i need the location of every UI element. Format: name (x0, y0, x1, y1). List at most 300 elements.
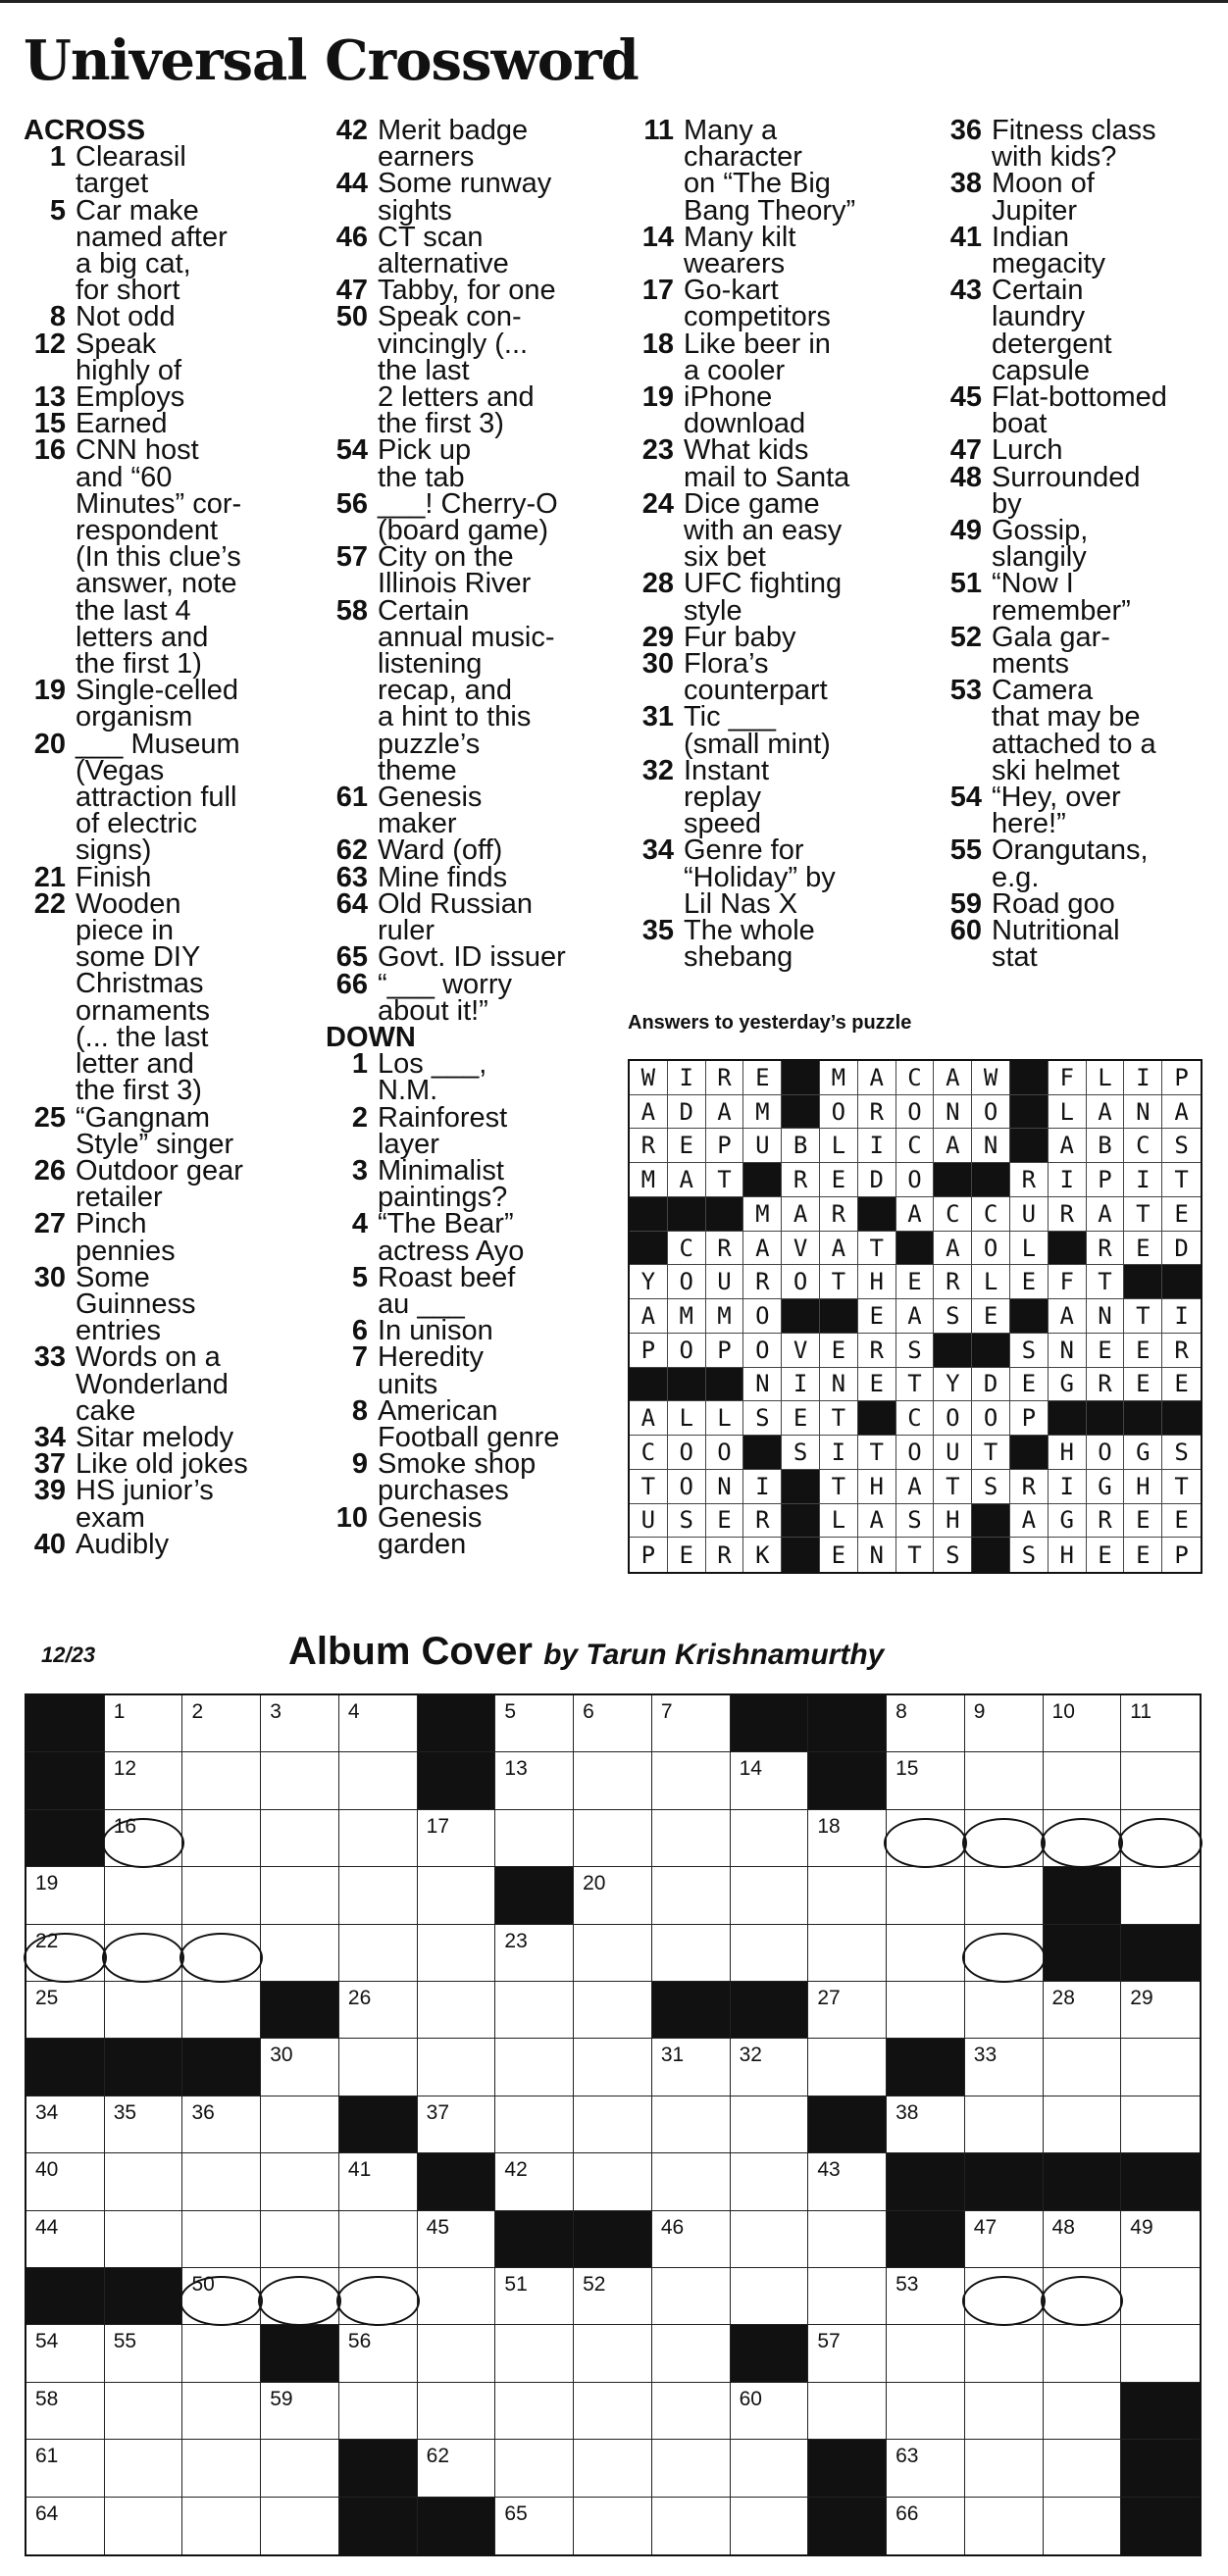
answer-black-cell (972, 1538, 1010, 1572)
grid-cell[interactable] (261, 2498, 339, 2554)
grid-cell[interactable] (339, 2325, 418, 2382)
grid-cell[interactable] (965, 2211, 1044, 2268)
grid-cell[interactable] (495, 2268, 574, 2325)
grid-cell[interactable] (574, 1925, 652, 1982)
grid-cell[interactable] (1121, 2211, 1200, 2268)
answers-grid (628, 1059, 1202, 1574)
grid-number: 42 (504, 2158, 528, 2182)
grid-cell[interactable] (652, 1695, 731, 1752)
grid-cell[interactable] (1121, 1867, 1200, 1924)
grid-cell[interactable] (731, 2268, 809, 2325)
grid-cell[interactable] (182, 2383, 261, 2440)
answer-cell: S (1010, 1334, 1049, 1368)
answer-cell: E (1087, 1538, 1125, 1572)
grid-cell[interactable] (808, 1867, 887, 1924)
grid-cell[interactable] (26, 2498, 105, 2554)
grid-cell[interactable] (182, 1752, 261, 1809)
grid-cell[interactable] (808, 2268, 887, 2325)
grid-cell[interactable] (418, 2440, 496, 2497)
grid-cell[interactable] (887, 2498, 965, 2554)
grid-cell[interactable] (1044, 1752, 1122, 1809)
answer-cell: A (934, 1232, 972, 1266)
grid-cell[interactable] (965, 1810, 1044, 1867)
clue-item (24, 1261, 318, 1347)
grid-cell[interactable] (339, 2268, 418, 2325)
grid-cell[interactable] (26, 2325, 105, 2382)
grid-cell[interactable] (182, 2153, 261, 2210)
grid-black-square (495, 2211, 574, 2268)
grid-cell[interactable] (887, 2383, 965, 2440)
grid-cell[interactable] (182, 2498, 261, 2554)
grid-cell[interactable] (105, 2211, 183, 2268)
clue-item (632, 568, 926, 627)
grid-cell[interactable] (182, 2211, 261, 2268)
grid-cell[interactable] (105, 2325, 183, 2382)
grid-cell[interactable] (261, 2153, 339, 2210)
grid-cell[interactable] (339, 2383, 418, 2440)
grid-number: 5 (504, 1700, 517, 1723)
grid-cell[interactable] (495, 1810, 574, 1867)
grid-cell[interactable] (652, 1867, 731, 1924)
grid-cell[interactable] (652, 2440, 731, 2497)
answer-cell: A (820, 1232, 858, 1266)
grid-cell[interactable] (105, 1752, 183, 1809)
grid-cell[interactable] (1044, 2039, 1122, 2096)
grid-cell[interactable] (652, 2268, 731, 2325)
grid-cell[interactable] (182, 1695, 261, 1752)
answer-cell: R (1049, 1197, 1087, 1232)
grid-cell[interactable] (105, 1925, 183, 1982)
clue-text: Ward (off) (378, 834, 503, 867)
clue-item (632, 915, 926, 974)
grid-black-square (26, 1752, 105, 1809)
answer-black-cell (1049, 1401, 1087, 1436)
clue-item (24, 1528, 318, 1560)
grid-cell[interactable] (574, 2325, 652, 2382)
clue-item (24, 1475, 318, 1534)
grid-cell[interactable] (965, 2498, 1044, 2554)
grid-cell[interactable] (182, 1925, 261, 1982)
answer-cell: O (972, 1232, 1010, 1266)
grid-cell[interactable] (652, 2096, 731, 2153)
grid-cell[interactable] (105, 2498, 183, 2554)
grid-cell[interactable] (965, 2096, 1044, 2153)
grid-cell[interactable] (574, 2096, 652, 2153)
grid-black-square (261, 1982, 339, 2039)
grid-cell[interactable] (1044, 2440, 1122, 2497)
clue-text: Many a character on “The Big Bang Theory” (684, 115, 856, 227)
grid-cell[interactable] (887, 2268, 965, 2325)
clue-number: 61 (335, 782, 368, 814)
answer-black-cell (1049, 1232, 1087, 1266)
answer-cell: R (782, 1163, 820, 1197)
grid-cell[interactable] (965, 2268, 1044, 2325)
grid-cell[interactable] (808, 1982, 887, 2039)
grid-cell[interactable] (1044, 1810, 1122, 1867)
grid-cell[interactable] (1121, 2096, 1200, 2153)
grid-cell[interactable] (339, 1925, 418, 1982)
clue-number: 45 (949, 381, 982, 414)
grid-cell[interactable] (105, 1810, 183, 1867)
answer-black-cell (630, 1197, 668, 1232)
answer-cell: R (706, 1061, 744, 1095)
grid-number: 60 (739, 2387, 762, 2410)
grid-number: 59 (270, 2387, 293, 2410)
grid-number: 12 (113, 1757, 137, 1781)
grid-cell[interactable] (418, 1810, 496, 1867)
grid-cell[interactable] (965, 2325, 1044, 2382)
grid-number: 54 (35, 2330, 59, 2353)
grid-cell[interactable] (495, 2096, 574, 2153)
grid-cell[interactable] (261, 1810, 339, 1867)
answer-cell: O (668, 1470, 706, 1504)
grid-cell[interactable] (574, 2268, 652, 2325)
clue-item (940, 461, 1228, 520)
grid-number: 28 (1051, 1987, 1075, 2009)
answer-cell: S (1162, 1129, 1201, 1163)
grid-cell[interactable] (339, 2211, 418, 2268)
grid-cell[interactable] (105, 2440, 183, 2497)
answer-cell: T (896, 1368, 935, 1402)
clue-text: Genesis maker (378, 782, 483, 840)
grid-cell[interactable] (105, 2096, 183, 2153)
grid-cell[interactable] (418, 2039, 496, 2096)
answer-cell: E (1162, 1368, 1201, 1402)
grid-cell[interactable] (574, 2383, 652, 2440)
grid-black-square (652, 1982, 731, 2039)
grid-cell[interactable] (1121, 2268, 1200, 2325)
grid-cell[interactable] (1121, 1982, 1200, 2039)
grid-cell[interactable] (887, 1695, 965, 1752)
grid-black-square (808, 1695, 887, 1752)
grid-cell[interactable] (731, 1752, 809, 1809)
grid-cell[interactable] (495, 2383, 574, 2440)
grid-cell[interactable] (261, 1752, 339, 1809)
grid-cell[interactable] (1044, 1695, 1122, 1752)
clue-text: Flat-bottomed boat (992, 381, 1167, 440)
grid-cell[interactable] (574, 2498, 652, 2554)
grid-cell[interactable] (731, 2211, 809, 2268)
grid-number: 8 (895, 1700, 907, 1723)
clue-text: Finish (76, 861, 152, 893)
grid-black-square (26, 1810, 105, 1867)
grid-cell[interactable] (182, 1982, 261, 2039)
grid-cell[interactable] (574, 1695, 652, 1752)
grid-cell[interactable] (887, 1867, 965, 1924)
grid-cell[interactable] (1044, 1982, 1122, 2039)
answer-cell: N (706, 1470, 744, 1504)
grid-cell[interactable] (418, 2211, 496, 2268)
grid-cell[interactable] (418, 2325, 496, 2382)
grid-cell[interactable] (261, 2039, 339, 2096)
grid-black-square (808, 2096, 887, 2153)
answer-cell: R (1162, 1334, 1201, 1368)
grid-cell[interactable] (418, 1867, 496, 1924)
grid-cell[interactable] (965, 1925, 1044, 1982)
grid-cell[interactable] (965, 1752, 1044, 1809)
clue-text: Rainforest layer (378, 1101, 508, 1160)
grid-cell[interactable] (574, 1867, 652, 1924)
answer-black-cell (1010, 1095, 1049, 1130)
grid-cell[interactable] (887, 2096, 965, 2153)
clue-number: 46 (335, 221, 368, 253)
grid-cell[interactable] (26, 2096, 105, 2153)
answer-cell: M (820, 1061, 858, 1095)
answer-cell: N (1087, 1299, 1125, 1334)
grid-number: 43 (817, 2158, 841, 2182)
grid-cell[interactable] (731, 1925, 809, 1982)
grid-cell[interactable] (965, 2440, 1044, 2497)
grid-cell[interactable] (731, 2440, 809, 2497)
grid-cell[interactable] (887, 1925, 965, 1982)
grid-cell[interactable] (182, 2440, 261, 2497)
grid-cell[interactable] (261, 2096, 339, 2153)
grid-cell[interactable] (731, 1867, 809, 1924)
grid-cell[interactable] (182, 1867, 261, 1924)
grid-cell[interactable] (808, 2383, 887, 2440)
grid-cell[interactable] (574, 1810, 652, 1867)
grid-cell[interactable] (105, 1982, 183, 2039)
answer-cell: U (630, 1504, 668, 1539)
grid-cell[interactable] (261, 2383, 339, 2440)
grid-cell[interactable] (808, 1810, 887, 1867)
puzzle-title-line (288, 1630, 884, 1674)
grid-cell[interactable] (495, 1925, 574, 1982)
clue-item (632, 487, 926, 574)
grid-cell[interactable] (26, 2383, 105, 2440)
grid-cell[interactable] (808, 2211, 887, 2268)
clue-item (940, 782, 1228, 840)
answer-cell: R (858, 1334, 896, 1368)
grid-cell[interactable] (965, 2039, 1044, 2096)
clue-item (24, 434, 318, 681)
grid-cell[interactable] (495, 2440, 574, 2497)
grid-cell[interactable] (339, 1810, 418, 1867)
grid-cell[interactable] (26, 2440, 105, 2497)
grid-cell[interactable] (418, 1982, 496, 2039)
grid-cell[interactable] (574, 1982, 652, 2039)
grid-cell[interactable] (731, 2383, 809, 2440)
grid-cell[interactable] (652, 2383, 731, 2440)
grid-number: 13 (504, 1757, 528, 1781)
grid-cell[interactable] (495, 1752, 574, 1809)
grid-cell[interactable] (418, 1925, 496, 1982)
grid-cell[interactable] (731, 2039, 809, 2096)
grid-cell[interactable] (652, 2039, 731, 2096)
grid-cell[interactable] (105, 2153, 183, 2210)
answer-cell: E (1162, 1504, 1201, 1539)
clue-item (24, 194, 318, 307)
answer-cell: D (972, 1368, 1010, 1402)
grid-cell[interactable] (418, 2096, 496, 2153)
grid-cell[interactable] (339, 2153, 418, 2210)
answer-cell: E (1010, 1265, 1049, 1299)
grid-cell[interactable] (887, 2325, 965, 2382)
grid-cell[interactable] (731, 1810, 809, 1867)
grid-cell[interactable] (1044, 2096, 1122, 2153)
grid-cell[interactable] (965, 1982, 1044, 2039)
grid-cell[interactable] (652, 1752, 731, 1809)
grid-cell[interactable] (965, 2383, 1044, 2440)
grid-cell[interactable] (495, 2153, 574, 2210)
answer-cell: T (1162, 1470, 1201, 1504)
clue-number: 34 (641, 834, 674, 867)
grid-cell[interactable] (1121, 1752, 1200, 1809)
grid-cell[interactable] (887, 2440, 965, 2497)
answer-cell: E (896, 1265, 935, 1299)
grid-number: 4 (347, 1700, 360, 1723)
grid-cell[interactable] (574, 2153, 652, 2210)
grid-cell[interactable] (105, 1695, 183, 1752)
grid-cell[interactable] (26, 1867, 105, 1924)
answer-cell: T (1087, 1265, 1125, 1299)
clue-text: Minimalist paintings? (378, 1154, 508, 1214)
grid-cell[interactable] (418, 2268, 496, 2325)
answer-cell: H (1049, 1436, 1087, 1470)
grid-cell[interactable] (339, 1867, 418, 1924)
answer-cell: O (820, 1095, 858, 1130)
grid-cell[interactable] (652, 2153, 731, 2210)
clue-number: 47 (335, 275, 368, 307)
clue-text: Some Guinness entries (76, 1261, 196, 1347)
grid-black-square (26, 2268, 105, 2325)
answer-cell: C (668, 1232, 706, 1266)
answer-black-cell (1124, 1265, 1162, 1299)
grid-cell[interactable] (808, 1925, 887, 1982)
grid-cell[interactable] (26, 2153, 105, 2210)
grid-cell[interactable] (887, 1752, 965, 1809)
clue-item (326, 782, 620, 840)
grid-cell[interactable] (1044, 2268, 1122, 2325)
answer-cell: L (972, 1265, 1010, 1299)
grid-cell[interactable] (574, 2440, 652, 2497)
grid-cell[interactable] (1121, 1810, 1200, 1867)
clue-text: Pick up the tab (378, 434, 472, 493)
grid-cell[interactable] (339, 1982, 418, 2039)
grid-cell[interactable] (731, 2498, 809, 2554)
clue-item (632, 328, 926, 386)
grid-cell[interactable] (965, 1867, 1044, 1924)
clue-item (326, 861, 620, 893)
clue-number: 20 (33, 728, 66, 760)
grid-black-square (808, 2498, 887, 2554)
grid-cell[interactable] (339, 2039, 418, 2096)
clue-item (326, 221, 620, 280)
answer-cell: O (743, 1334, 782, 1368)
grid-cell[interactable] (339, 1752, 418, 1809)
grid-cell[interactable] (105, 2383, 183, 2440)
grid-cell[interactable] (418, 2383, 496, 2440)
clue-number: 52 (949, 621, 982, 653)
grid-cell[interactable] (26, 1925, 105, 1982)
grid-cell[interactable] (495, 1982, 574, 2039)
grid-cell[interactable] (652, 2211, 731, 2268)
grid-cell[interactable] (1121, 1695, 1200, 1752)
clue-item (24, 861, 318, 893)
grid-cell[interactable] (182, 2325, 261, 2382)
grid-cell[interactable] (808, 2039, 887, 2096)
grid-black-square (1121, 2153, 1200, 2210)
clue-item (326, 541, 620, 600)
answer-black-cell (896, 1232, 935, 1266)
grid-cell[interactable] (261, 1925, 339, 1982)
grid-cell[interactable] (652, 2325, 731, 2382)
grid-black-square (261, 2325, 339, 2382)
grid-cell[interactable] (1121, 2039, 1200, 2096)
grid-cell[interactable] (261, 1695, 339, 1752)
grid-cell[interactable] (26, 2211, 105, 2268)
answer-black-cell (706, 1197, 744, 1232)
grid-cell[interactable] (495, 2325, 574, 2382)
grid-cell[interactable] (574, 1752, 652, 1809)
clue-text: Like beer in a cooler (684, 328, 831, 386)
grid-cell[interactable] (495, 2498, 574, 2554)
clue-text: CT scan alternative (378, 221, 509, 280)
grid-cell[interactable] (965, 1695, 1044, 1752)
clue-item (940, 221, 1228, 280)
grid-cell[interactable] (26, 1982, 105, 2039)
grid-cell[interactable] (808, 2325, 887, 2382)
grid-cell[interactable] (731, 2153, 809, 2210)
answer-cell: I (743, 1470, 782, 1504)
grid-cell[interactable] (652, 1810, 731, 1867)
clue-item (326, 1154, 620, 1214)
grid-cell[interactable] (261, 2211, 339, 2268)
grid-number: 6 (583, 1700, 594, 1723)
grid-cell[interactable] (1044, 2211, 1122, 2268)
grid-cell[interactable] (1044, 2383, 1122, 2440)
grid-cell[interactable] (887, 1810, 965, 1867)
grid-cell[interactable] (1044, 2325, 1122, 2382)
circle-mark (1118, 1818, 1202, 1868)
grid-cell[interactable] (182, 2268, 261, 2325)
answer-cell: G (1087, 1470, 1125, 1504)
answer-cell: M (706, 1299, 744, 1334)
puzzle-date: 12/23 (41, 1642, 96, 1667)
grid-cell[interactable] (261, 2268, 339, 2325)
grid-cell[interactable] (495, 1695, 574, 1752)
grid-cell[interactable] (887, 1982, 965, 2039)
answer-cell: U (934, 1436, 972, 1470)
grid-cell[interactable] (182, 2096, 261, 2153)
grid-number: 14 (739, 1757, 762, 1781)
clue-item (326, 1261, 620, 1320)
grid-cell[interactable] (652, 2498, 731, 2554)
answer-cell: M (743, 1197, 782, 1232)
grid-cell[interactable] (808, 2153, 887, 2210)
clue-text: Surrounded by (992, 461, 1141, 520)
grid-cell[interactable] (574, 2039, 652, 2096)
grid-cell[interactable] (1044, 2498, 1122, 2554)
grid-cell[interactable] (731, 2096, 809, 2153)
grid-cell[interactable] (1121, 2325, 1200, 2382)
answer-cell: E (1124, 1232, 1162, 1266)
grid-cell[interactable] (652, 1925, 731, 1982)
grid-cell[interactable] (261, 2440, 339, 2497)
clue-item (326, 1448, 620, 1507)
answer-cell: P (706, 1129, 744, 1163)
grid-cell[interactable] (182, 1810, 261, 1867)
grid-number: 55 (113, 2330, 137, 2353)
grid-number: 34 (35, 2100, 59, 2124)
grid-cell[interactable] (105, 1867, 183, 1924)
answer-cell: L (820, 1129, 858, 1163)
grid-black-square (887, 2039, 965, 2096)
grid-cell[interactable] (495, 2039, 574, 2096)
grid-cell[interactable] (339, 1695, 418, 1752)
answer-cell: S (743, 1401, 782, 1436)
grid-cell[interactable] (261, 1867, 339, 1924)
